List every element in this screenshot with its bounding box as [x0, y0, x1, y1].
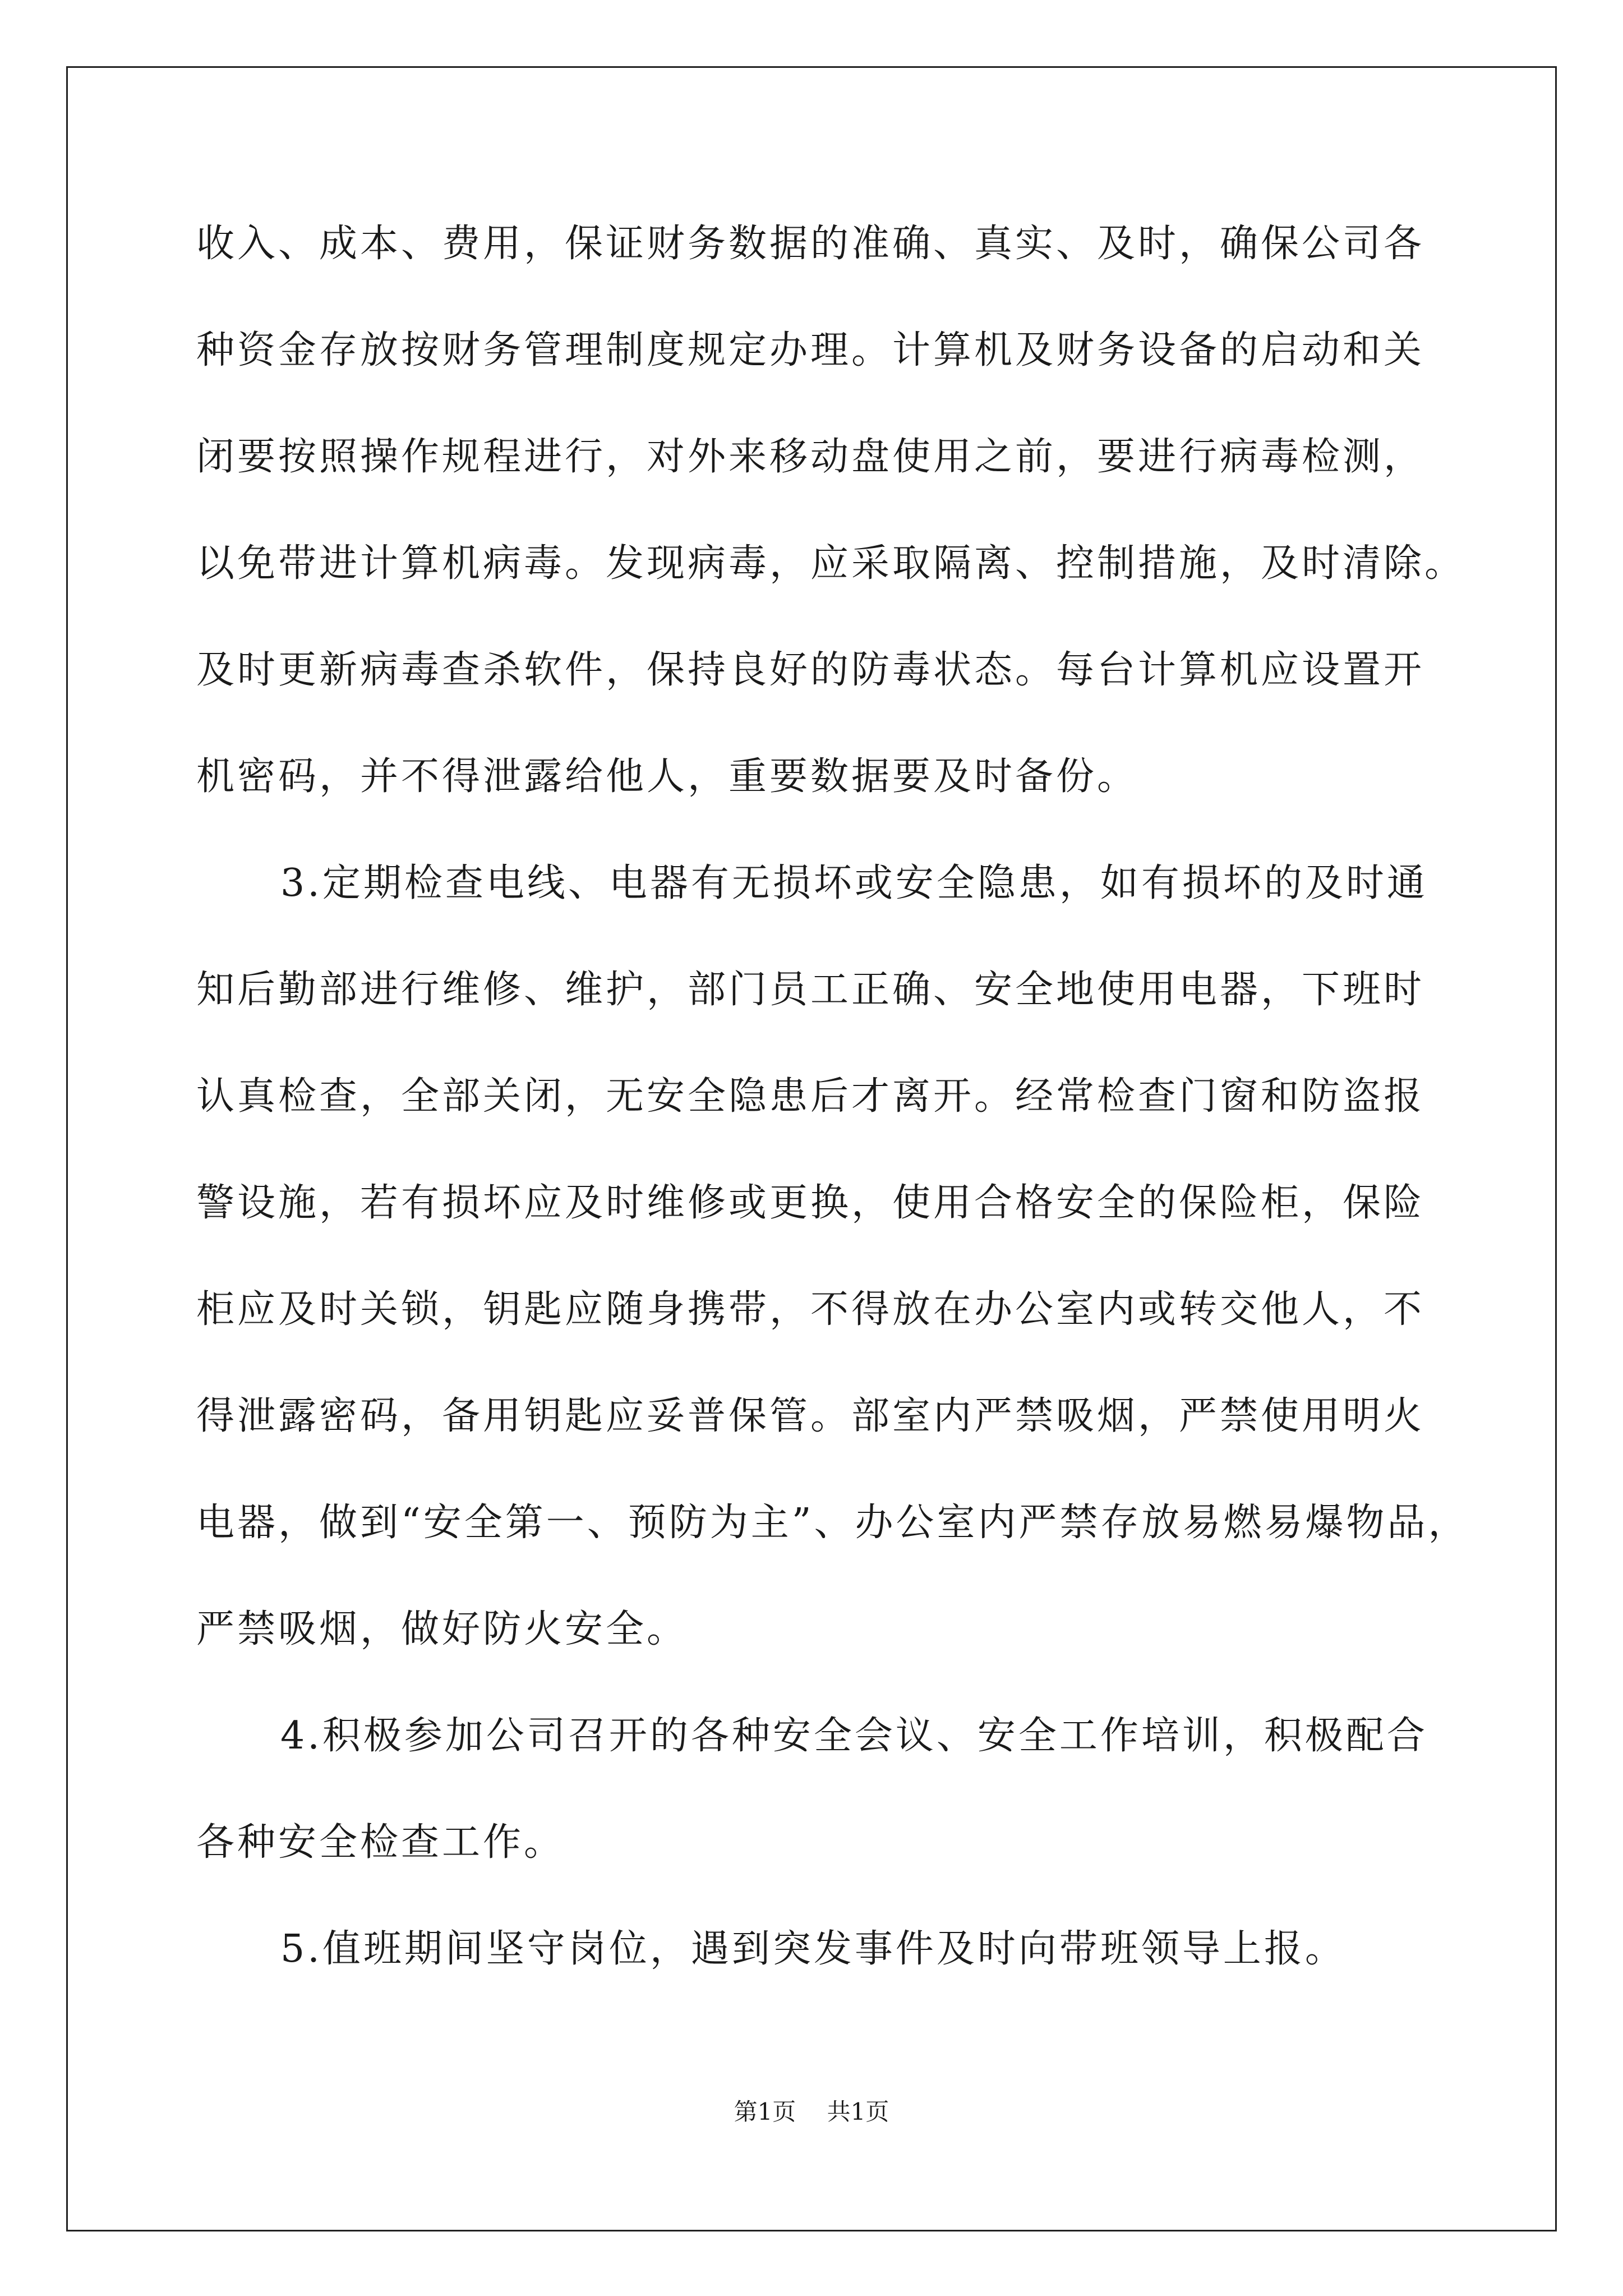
- paragraph-3-start: 3.定期检查电线、电器有无损坏或安全隐患，如有损坏的及时通: [280, 861, 1428, 905]
- text-line: 种资金存放按财务管理制度规定办理。计算机及财务设备的启动和关: [196, 328, 1425, 372]
- text-line: 及时更新病毒查杀软件，保持良好的防毒状态。每台计算机应设置开: [196, 648, 1425, 692]
- text-line: 知后勤部进行维修、维护，部门员工正确、安全地使用电器，下班时: [196, 968, 1425, 1012]
- text-line: 认真检查，全部关闭，无安全隐患后才离开。经常检查门窗和防盗报: [196, 1074, 1425, 1119]
- text-line: 得泄露密码，备用钥匙应妥普保管。部室内严禁吸烟，严禁使用明火: [196, 1394, 1425, 1438]
- document-body: [196, 216, 1469, 2028]
- text-line: 机密码，并不得泄露给他人，重要数据要及时备份。: [196, 754, 1138, 799]
- text-line: 收入、成本、费用，保证财务数据的准确、真实、及时，确保公司各: [196, 222, 1425, 266]
- page-footer: [0, 2095, 1623, 2129]
- text-line: 电器，做到“安全第一、预防为主”、办公室内严禁存放易燃易爆物品，: [196, 1501, 1469, 1545]
- page-number: 第1页: [734, 2098, 796, 2125]
- text-line: 以免带进计算机病毒。发现病毒，应采取隔离、控制措施，及时清除。: [196, 541, 1466, 586]
- text-line: 严禁吸烟，做好防火安全。: [196, 1607, 688, 1651]
- text-line: 柜应及时关锁，钥匙应随身携带，不得放在办公室内或转交他人，不: [196, 1287, 1425, 1332]
- text-line: 警设施，若有损坏应及时维修或更换，使用合格安全的保险柜，保险: [196, 1181, 1425, 1225]
- paragraph-4-start: 4.积极参加公司召开的各种安全会议、安全工作培训，积极配合: [280, 1714, 1428, 1758]
- text-line: 各种安全检查工作。: [196, 1820, 565, 1865]
- paragraph-5-start: 5.值班期间坚守岗位，遇到突发事件及时向带班领导上报。: [280, 1927, 1346, 1971]
- page-total: 共1页: [827, 2098, 889, 2125]
- text-line: 闭要按照操作规程进行，对外来移动盘使用之前，要进行病毒检测，: [196, 435, 1425, 479]
